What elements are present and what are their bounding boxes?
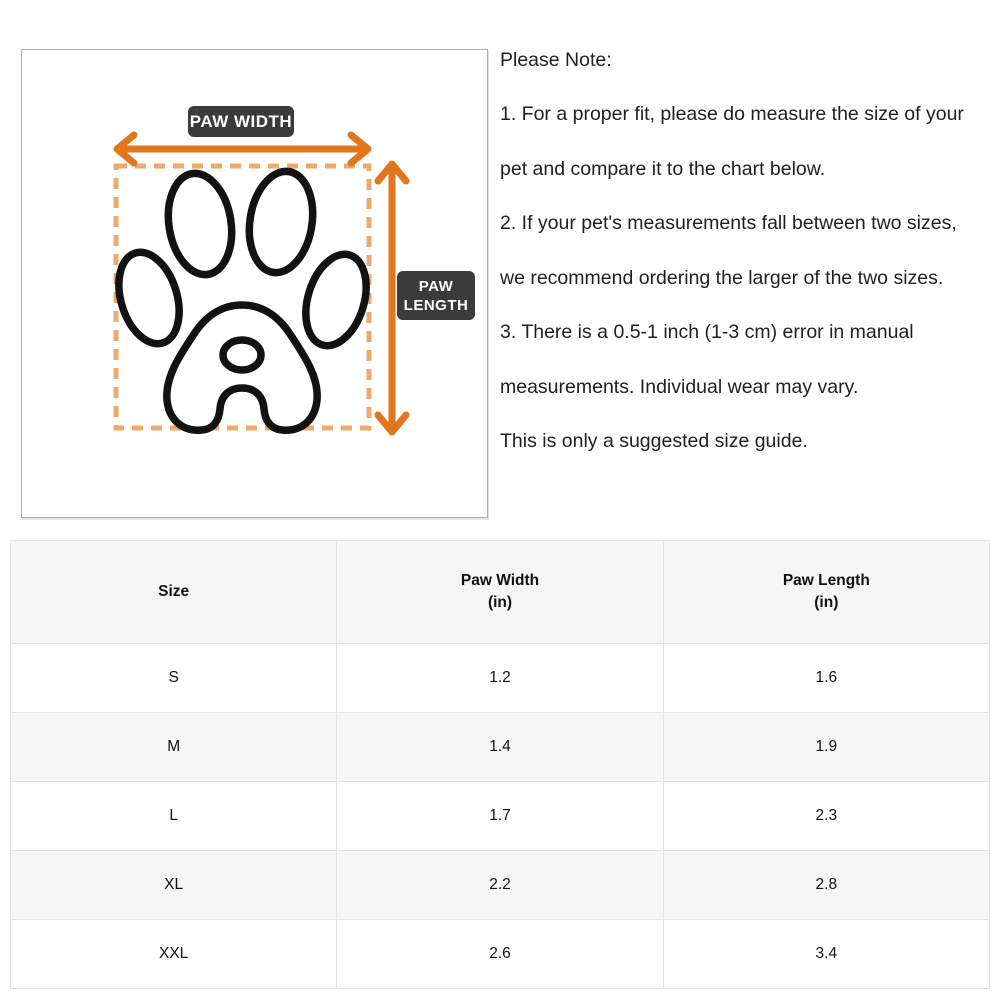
- note-line-2: pet and compare it to the chart below.: [500, 157, 826, 180]
- cell-paw-length: 2.8: [663, 851, 989, 920]
- cell-paw-width: 1.7: [337, 782, 663, 851]
- header-size: Size: [11, 541, 337, 644]
- cell-size: L: [11, 782, 337, 851]
- cell-size: S: [11, 644, 337, 713]
- cell-paw-length: 2.3: [663, 782, 989, 851]
- cell-paw-width: 2.6: [337, 920, 663, 989]
- note-line-4: we recommend ordering the larger of the two sizes.: [500, 266, 944, 289]
- paw-width-badge-label: PAW WIDTH: [189, 111, 293, 131]
- header-paw-length: Paw Length (in): [663, 541, 989, 644]
- notes-title: Please Note:: [500, 48, 612, 71]
- paw-length-badge: [397, 271, 475, 320]
- cell-paw-width: 1.2: [337, 644, 663, 713]
- table-row-s: [11, 644, 990, 713]
- size-chart-table: [10, 540, 990, 989]
- notes-section: [500, 33, 992, 469]
- note-line-1: 1. For a proper fit, please do measure the size of your: [500, 103, 964, 126]
- header-paw-width: Paw Width (in): [337, 541, 663, 644]
- cell-paw-length: 1.9: [663, 713, 989, 782]
- note-line-3: 2. If your pet's measurements fall between two sizes,: [500, 212, 957, 235]
- table-row-l: [11, 782, 990, 851]
- paw-length-badge-line1: PAW: [418, 277, 454, 295]
- cell-paw-width: 1.4: [337, 713, 663, 782]
- cell-size: M: [11, 713, 337, 782]
- table-row-xl: [11, 851, 990, 920]
- note-line-6: measurements. Individual wear may vary.: [500, 375, 859, 398]
- cell-paw-length: 1.6: [663, 644, 989, 713]
- paw-width-badge: [188, 106, 294, 137]
- cell-size: XXL: [11, 920, 337, 989]
- paw-width-arrow: [117, 135, 368, 163]
- paw-print: [108, 167, 376, 430]
- cell-paw-length: 3.4: [663, 920, 989, 989]
- table-row-m: [11, 713, 990, 782]
- table-row-xxl: [11, 920, 990, 989]
- note-line-7: This is only a suggested size guide.: [500, 430, 808, 453]
- size-chart-header-row: [11, 541, 990, 644]
- cell-paw-width: 2.2: [337, 851, 663, 920]
- cell-size: XL: [11, 851, 337, 920]
- paw-length-badge-line2: LENGTH: [403, 296, 469, 314]
- paw-measurement-diagram: [21, 49, 488, 518]
- note-line-5: 3. There is a 0.5-1 inch (1-3 cm) error in manual: [500, 321, 914, 344]
